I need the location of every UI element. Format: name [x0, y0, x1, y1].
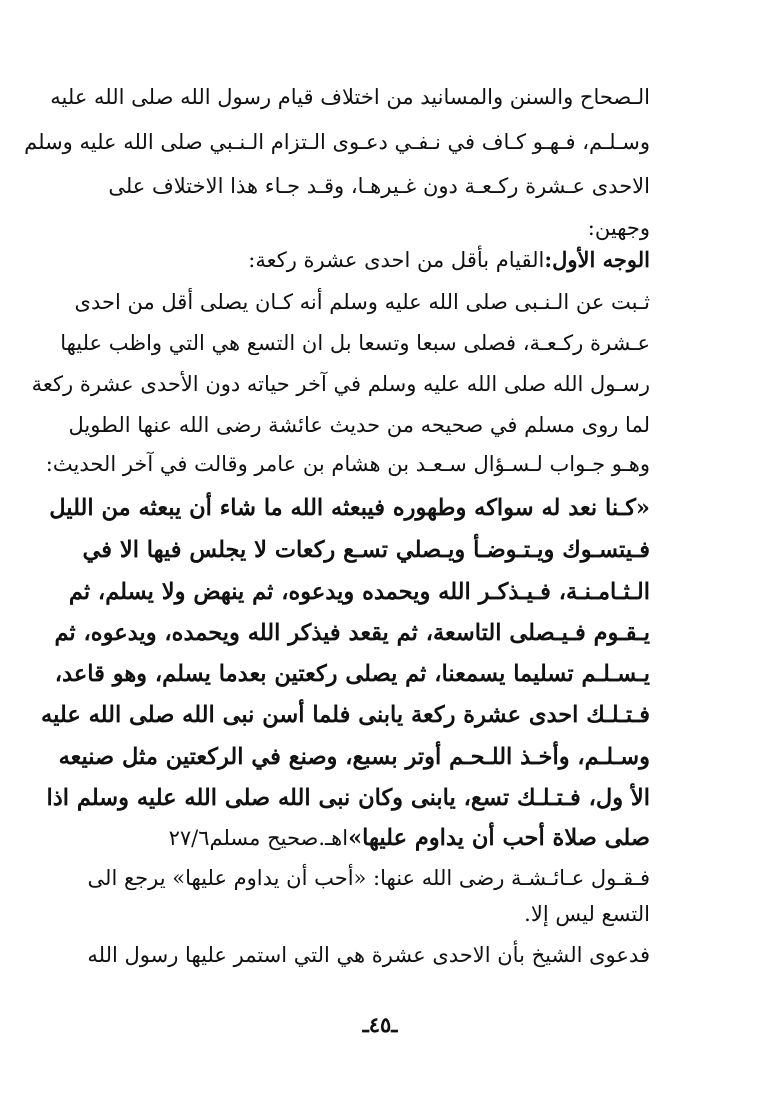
hadith-quote-line: فـتـلـك احدى عشرة ركعة يابنى فلما أسن نبى الله صلى الله عليه: [41, 702, 650, 728]
paragraph-line: وسـلـم، فـهـو كـاف في نـفـي دعـوى الـتزام الـنـبي صلى الله عليه وسلم: [24, 130, 650, 154]
paragraph-line: الـصحاح والسنن والمسانيد من اختلاف قيام رسول الله صلى الله عليه: [50, 85, 650, 109]
hadith-quote-line: الأ ول، فـتـلـك تسع، يابنى وكان نبى الله صلى الله عليه وسلم اذا: [46, 785, 650, 811]
heading-label: الوجه الأول:: [544, 247, 650, 272]
paragraph-line: الاحدى عـشرة ركـعـة دون غـيرهـا، وقـد جـاء هذا الاختلاف على: [108, 174, 650, 198]
hadith-quote-line: يـسـلـم تسليما يسمعنا، ثم يصلى ركعتين بعدما يسلم، وهو قاعد،: [54, 661, 650, 687]
hadith-quote-line: وسـلـم، وأخـذ اللـحـم أوتر بسبع، وصنع في الركعتين مثل صنيعه: [58, 744, 650, 770]
paragraph-line: فدعوى الشيخ بأن الاحدى عشرة هي التي استمر عليها رسول الله: [87, 943, 650, 967]
hadith-quote-end: [110, 818, 650, 858]
paragraph-line: لما روى مسلم في صحيحه من حديث عائشة رضى الله عنها الطويل: [68, 413, 650, 437]
heading-text: القيام بأقل من احدى عشرة ركعة:: [248, 248, 545, 272]
hadith-quote-line: الـثـامـنـة، فـيـذكـر الله ويحمده ويدعوه، ثم ينهض ولا يسلم، ثم: [68, 579, 650, 605]
paragraph-line: عـشرة ركـعـة، فصلى سبعا وتسعا بل ان التسع هي التي واظب عليها: [60, 331, 650, 355]
hadith-quote-line: يـقـوم فـيـصلى التاسعة، ثم يقعد فيذكر الله ويحمده، ويدعوه، ثم: [54, 620, 650, 646]
section-heading: [110, 240, 650, 280]
paragraph-line: وهـو جـواب لـسـؤال سـعـد بن هشام بن عامر وقالت في آخر الحديث:: [45, 452, 650, 476]
citation: اهـ.صحيح مسلم٢٧/٦: [168, 826, 349, 850]
paragraph-line: التسع ليس إلا.: [524, 902, 650, 926]
hadith-quote-final: صلى صلاة أحب أن يداوم عليها»: [348, 825, 650, 851]
paragraph-line: ثـبت عن الـنـبى صلى الله عليه وسلم أنه كـان يصلى أقل من احدى: [74, 290, 650, 314]
paragraph-line: وجهين:: [587, 216, 650, 240]
hadith-quote-line: فـيتسـوك ويـتـوضـأ ويـصلي تسـع ركعات لا يجلس فيها الا في: [82, 537, 650, 563]
page-number: ـ٤٥ـ: [362, 1012, 398, 1037]
paragraph-line: رسـول الله صلى الله عليه وسلم في آخر حياته دون الأحدى عشرة ركعة: [31, 372, 650, 396]
paragraph-line: فـقـول عـائـشـة رضى الله عنها: «أحب أن يداوم عليها» يرجع الى: [87, 866, 650, 890]
hadith-quote-line: «كـنا نعد له سواكه وطهوره فيبعثه الله ما شاء أن يبعثه من الليل: [49, 495, 650, 521]
